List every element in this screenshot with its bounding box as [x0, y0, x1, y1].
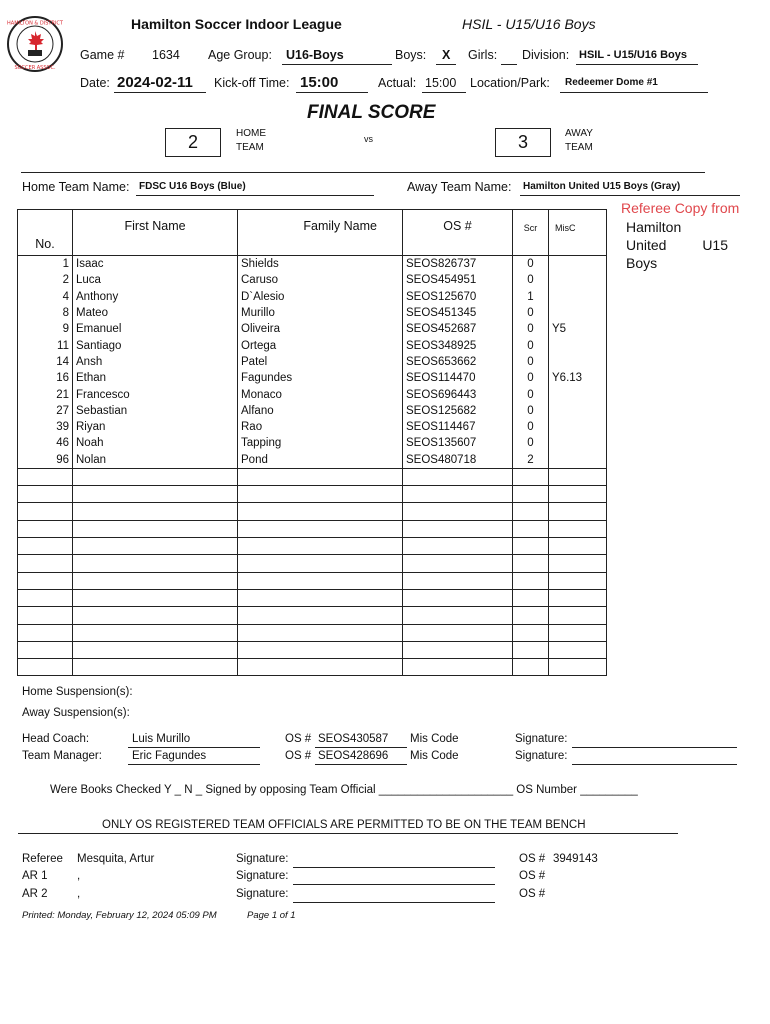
team-manager-os-label: OS # — [285, 750, 312, 762]
referee-role-label: AR 1 — [22, 870, 48, 882]
roster-cell-os-number: SEOS135607 — [403, 435, 513, 451]
actual-value: 15:00 — [425, 76, 457, 90]
col-score: Scr — [513, 210, 549, 256]
date-value: 2024-02-11 — [117, 74, 193, 91]
roster-cell-misconduct: Y6.13 — [549, 370, 607, 386]
table-row — [18, 321, 607, 337]
roster-empty-cell[interactable] — [238, 607, 403, 624]
kickoff-value: 15:00 — [300, 74, 339, 91]
team-manager-signature-label: Signature: — [515, 750, 568, 762]
empty-table-row — [18, 520, 607, 537]
referee-copy-line1: Hamilton — [626, 219, 682, 235]
roster-empty-cell[interactable] — [549, 503, 607, 520]
location-value: Redeemer Dome #1 — [565, 77, 658, 88]
empty-table-row — [18, 538, 607, 555]
referee-copy-title: Referee Copy from — [621, 200, 740, 216]
roster-empty-cell[interactable] — [73, 520, 238, 537]
roster-empty-cell[interactable] — [238, 538, 403, 555]
roster-cell-os-number: SEOS125682 — [403, 403, 513, 419]
col-misconduct: MisC — [549, 210, 607, 256]
roster-cell-no: 96 — [18, 452, 73, 469]
roster-empty-cell[interactable] — [403, 520, 513, 537]
roster-empty-cell[interactable] — [403, 624, 513, 641]
girls-underline — [501, 64, 517, 65]
team-manager-signature-line[interactable] — [572, 764, 737, 765]
roster-cell-misconduct — [549, 272, 607, 288]
roster-cell-family-name: Rao — [238, 419, 403, 435]
roster-empty-cell[interactable] — [403, 503, 513, 520]
actual-label: Actual: — [378, 76, 417, 90]
roster-empty-cell[interactable] — [238, 641, 403, 658]
team-manager-underline — [128, 764, 260, 765]
roster-empty-cell[interactable] — [549, 659, 607, 676]
roster-cell-os-number: SEOS480718 — [403, 452, 513, 469]
roster-empty-cell[interactable] — [403, 607, 513, 624]
roster-empty-cell[interactable] — [403, 572, 513, 589]
empty-table-row — [18, 486, 607, 503]
roster-empty-cell[interactable] — [513, 659, 549, 676]
roster-empty-cell[interactable] — [73, 503, 238, 520]
roster-cell-first-name: Luca — [73, 272, 238, 288]
referee-copy-line2a: United — [626, 237, 667, 253]
roster-empty-cell[interactable] — [18, 538, 73, 555]
roster-empty-cell[interactable] — [238, 503, 403, 520]
head-coach-underline — [128, 747, 260, 748]
roster-empty-cell[interactable] — [18, 641, 73, 658]
roster-cell-no: 2 — [18, 272, 73, 288]
roster-cell-os-number: SEOS125670 — [403, 289, 513, 305]
roster-empty-cell[interactable] — [513, 624, 549, 641]
roster-cell-no: 27 — [18, 403, 73, 419]
roster-cell-os-number: SEOS696443 — [403, 386, 513, 402]
roster-empty-cell[interactable] — [73, 589, 238, 606]
division-label: Division: — [522, 48, 570, 62]
roster-cell-misconduct — [549, 354, 607, 370]
team-manager-label: Team Manager: — [22, 750, 102, 762]
roster-cell-os-number: SEOS452687 — [403, 321, 513, 337]
roster-cell-family-name: Pond — [238, 452, 403, 469]
roster-empty-cell[interactable] — [238, 624, 403, 641]
roster-cell-first-name: Francesco — [73, 386, 238, 402]
head-coach-signature-label: Signature: — [515, 733, 568, 745]
referee-copy-line2b: U15 — [702, 237, 728, 253]
location-underline — [560, 92, 708, 93]
roster-cell-family-name: Tapping — [238, 435, 403, 451]
roster-cell-score: 0 — [513, 435, 549, 451]
roster-empty-cell[interactable] — [513, 468, 549, 485]
empty-table-row — [18, 659, 607, 676]
head-coach-signature-line[interactable] — [572, 747, 737, 748]
boys-label: Boys: — [395, 48, 427, 62]
referee-os-value: 3949143 — [553, 853, 598, 865]
roster-empty-cell[interactable] — [403, 555, 513, 572]
roster-empty-cell[interactable] — [18, 486, 73, 503]
roster-cell-os-number: SEOS348925 — [403, 337, 513, 353]
roster-cell-family-name: Shields — [238, 256, 403, 273]
roster-empty-cell[interactable] — [549, 520, 607, 537]
roster-empty-cell[interactable] — [549, 607, 607, 624]
roster-cell-no: 46 — [18, 435, 73, 451]
roster-empty-cell[interactable] — [549, 641, 607, 658]
referee-signature-label: Signature: — [236, 888, 289, 900]
roster-empty-cell[interactable] — [73, 555, 238, 572]
roster-empty-cell[interactable] — [238, 468, 403, 485]
roster-cell-family-name: D`Alesio — [238, 289, 403, 305]
roster-cell-os-number: SEOS826737 — [403, 256, 513, 273]
home-team-name-label: Home Team Name: — [22, 180, 130, 194]
roster-empty-cell[interactable] — [513, 503, 549, 520]
roster-empty-cell[interactable] — [403, 659, 513, 676]
kickoff-label: Kick-off Time: — [214, 76, 290, 90]
empty-table-row — [18, 503, 607, 520]
home-team-label-2: TEAM — [236, 142, 264, 153]
roster-cell-os-number: SEOS653662 — [403, 354, 513, 370]
division-value: HSIL - U15/U16 Boys — [579, 49, 688, 61]
roster-cell-os-number: SEOS451345 — [403, 305, 513, 321]
svg-text:SOCCER ASSOC.: SOCCER ASSOC. — [14, 65, 56, 71]
team-manager-mis-code-label: Mis Code — [410, 750, 459, 762]
roster-empty-cell[interactable] — [73, 624, 238, 641]
col-os-number: OS # — [403, 210, 513, 256]
roster-empty-cell[interactable] — [18, 589, 73, 606]
referee-signature-label: Signature: — [236, 870, 289, 882]
head-coach-os-value: SEOS430587 — [318, 733, 389, 745]
table-row — [18, 337, 607, 353]
roster-cell-first-name: Santiago — [73, 337, 238, 353]
empty-table-row — [18, 607, 607, 624]
roster-cell-score: 0 — [513, 419, 549, 435]
roster-cell-first-name: Isaac — [73, 256, 238, 273]
col-no: No. — [18, 210, 73, 256]
roster-cell-score: 0 — [513, 272, 549, 288]
referee-os-label: OS # — [519, 888, 546, 900]
roster-empty-cell[interactable] — [238, 486, 403, 503]
home-suspensions-label: Home Suspension(s): — [22, 686, 133, 698]
roster-cell-os-number: SEOS454951 — [403, 272, 513, 288]
roster-empty-cell[interactable] — [403, 641, 513, 658]
away-suspensions-label: Away Suspension(s): — [22, 707, 130, 719]
roster-cell-no: 11 — [18, 337, 73, 353]
table-row — [18, 386, 607, 402]
referee-role-label: AR 2 — [22, 888, 48, 900]
referee-copy-line2 — [626, 237, 728, 253]
roster-empty-cell[interactable] — [73, 659, 238, 676]
books-check-text: Were Books Checked Y _ N _ Signed by opposing Team Official _____________________ OS Number _________ — [50, 784, 638, 796]
roster-empty-cell[interactable] — [549, 555, 607, 572]
table-row — [18, 419, 607, 435]
roster-empty-cell[interactable] — [73, 486, 238, 503]
head-coach-label: Head Coach: — [22, 733, 90, 745]
date-underline — [114, 92, 206, 93]
boys-underline — [436, 64, 456, 65]
away-team-underline — [520, 195, 740, 196]
roster-cell-score: 0 — [513, 354, 549, 370]
team-manager-name: Eric Fagundes — [132, 750, 207, 762]
roster-cell-no: 9 — [18, 321, 73, 337]
roster-empty-cell[interactable] — [549, 468, 607, 485]
roster-cell-family-name: Caruso — [238, 272, 403, 288]
roster-empty-cell[interactable] — [513, 486, 549, 503]
roster-cell-misconduct — [549, 452, 607, 469]
referee-os-label: OS # — [519, 853, 546, 865]
roster-empty-cell[interactable] — [73, 641, 238, 658]
table-row — [18, 305, 607, 321]
roster-empty-cell[interactable] — [403, 468, 513, 485]
roster-cell-misconduct — [549, 419, 607, 435]
roster-empty-cell[interactable] — [513, 607, 549, 624]
age-group-underline — [282, 64, 392, 65]
roster-cell-family-name: Oliveira — [238, 321, 403, 337]
referee-name: , — [77, 870, 81, 882]
roster-cell-no: 1 — [18, 256, 73, 273]
roster-empty-cell[interactable] — [18, 572, 73, 589]
roster-cell-score: 2 — [513, 452, 549, 469]
referee-copy-line3: Boys — [626, 255, 658, 271]
roster-cell-family-name: Patel — [238, 354, 403, 370]
head-coach-os-underline — [315, 747, 407, 748]
empty-table-row — [18, 641, 607, 658]
roster-empty-cell[interactable] — [238, 659, 403, 676]
empty-table-row — [18, 468, 607, 485]
table-row — [18, 435, 607, 451]
roster-cell-no: 4 — [18, 289, 73, 305]
team-manager-os-underline — [315, 764, 407, 765]
roster-cell-first-name: Sebastian — [73, 403, 238, 419]
roster-cell-score: 1 — [513, 289, 549, 305]
roster-cell-misconduct — [549, 256, 607, 273]
home-team-name-value: FDSC U16 Boys (Blue) — [139, 181, 246, 192]
age-group-value: U16-Boys — [286, 48, 344, 62]
head-coach-mis-code-label: Mis Code — [410, 733, 459, 745]
roster-cell-first-name: Noah — [73, 435, 238, 451]
roster-cell-no: 16 — [18, 370, 73, 386]
roster-cell-family-name: Fagundes — [238, 370, 403, 386]
roster-empty-cell[interactable] — [549, 538, 607, 555]
roster-empty-cell[interactable] — [549, 486, 607, 503]
roster-cell-first-name: Ethan — [73, 370, 238, 386]
roster-cell-no: 21 — [18, 386, 73, 402]
roster-cell-first-name: Emanuel — [73, 321, 238, 337]
away-team-name-label: Away Team Name: — [407, 180, 512, 194]
roster-empty-cell[interactable] — [549, 572, 607, 589]
roster-empty-cell[interactable] — [513, 538, 549, 555]
roster-empty-cell[interactable] — [73, 468, 238, 485]
league-title: Hamilton Soccer Indoor League — [131, 16, 342, 32]
home-score-box: 2 — [165, 128, 221, 157]
roster-empty-cell[interactable] — [18, 555, 73, 572]
referee-role-label: Referee — [22, 853, 63, 865]
col-first-name: First Name — [73, 210, 238, 256]
printed-timestamp: Printed: Monday, February 12, 2024 05:09 PM — [22, 910, 217, 921]
roster-cell-score: 0 — [513, 305, 549, 321]
referee-signature-label: Signature: — [236, 853, 289, 865]
roster-empty-cell[interactable] — [18, 520, 73, 537]
roster-empty-cell[interactable] — [18, 659, 73, 676]
roster-empty-cell[interactable] — [238, 520, 403, 537]
away-team-label-1: AWAY — [565, 128, 593, 139]
table-row — [18, 354, 607, 370]
division-underline — [576, 64, 698, 65]
vs-label: vs — [364, 134, 373, 144]
roster-empty-cell[interactable] — [403, 538, 513, 555]
roster-empty-cell[interactable] — [18, 624, 73, 641]
roster-cell-first-name: Riyan — [73, 419, 238, 435]
roster-empty-cell[interactable] — [18, 503, 73, 520]
roster-cell-no: 14 — [18, 354, 73, 370]
game-number: 1634 — [152, 48, 180, 62]
roster-cell-family-name: Ortega — [238, 337, 403, 353]
final-score-title: FINAL SCORE — [307, 102, 436, 123]
roster-cell-misconduct — [549, 305, 607, 321]
roster-empty-cell[interactable] — [73, 607, 238, 624]
roster-cell-score: 0 — [513, 403, 549, 419]
roster-cell-no: 8 — [18, 305, 73, 321]
empty-table-row — [18, 555, 607, 572]
roster-header-row — [18, 210, 607, 256]
away-score-box: 3 — [495, 128, 551, 157]
roster-empty-cell[interactable] — [513, 589, 549, 606]
roster-cell-family-name: Murillo — [238, 305, 403, 321]
referee-os-label: OS # — [519, 870, 546, 882]
roster-cell-first-name: Anthony — [73, 289, 238, 305]
roster-cell-family-name: Monaco — [238, 386, 403, 402]
score-divider — [21, 172, 705, 173]
referee-signature-line[interactable] — [293, 867, 495, 868]
roster-cell-first-name: Nolan — [73, 452, 238, 469]
division-title: HSIL - U15/U16 Boys — [462, 16, 596, 32]
roster-empty-cell[interactable] — [238, 555, 403, 572]
roster-cell-no: 39 — [18, 419, 73, 435]
actual-underline — [422, 92, 466, 93]
roster-cell-score: 0 — [513, 370, 549, 386]
roster-cell-family-name: Alfano — [238, 403, 403, 419]
roster-cell-misconduct — [549, 386, 607, 402]
roster-empty-cell[interactable] — [549, 589, 607, 606]
svg-text:HAMILTON & DISTRICT: HAMILTON & DISTRICT — [7, 20, 63, 27]
roster-empty-cell[interactable] — [403, 486, 513, 503]
roster-cell-score: 0 — [513, 337, 549, 353]
date-label: Date: — [80, 76, 110, 90]
roster-cell-first-name: Ansh — [73, 354, 238, 370]
head-coach-name: Luis Murillo — [132, 733, 191, 745]
table-row — [18, 289, 607, 305]
age-group-label: Age Group: — [208, 48, 272, 62]
page-indicator: Page 1 of 1 — [247, 910, 296, 921]
referee-copy-note — [621, 200, 761, 271]
league-logo-seal — [6, 15, 64, 73]
roster-body — [18, 256, 607, 676]
referee-signature-line[interactable] — [293, 902, 495, 903]
roster-cell-os-number: SEOS114467 — [403, 419, 513, 435]
empty-table-row — [18, 624, 607, 641]
roster-cell-misconduct — [549, 289, 607, 305]
roster-cell-first-name: Mateo — [73, 305, 238, 321]
roster-cell-score: 0 — [513, 321, 549, 337]
location-label: Location/Park: — [470, 76, 550, 90]
empty-table-row — [18, 589, 607, 606]
team-manager-os-value: SEOS428696 — [318, 750, 389, 762]
home-team-underline — [136, 195, 374, 196]
game-label: Game # — [80, 48, 125, 62]
bench-note-rule — [18, 833, 678, 834]
table-row — [18, 403, 607, 419]
head-coach-os-label: OS # — [285, 733, 312, 745]
roster-cell-misconduct — [549, 337, 607, 353]
table-row — [18, 256, 607, 273]
roster-empty-cell[interactable] — [549, 624, 607, 641]
roster-empty-cell[interactable] — [513, 572, 549, 589]
roster-cell-score: 0 — [513, 256, 549, 273]
roster-empty-cell[interactable] — [238, 589, 403, 606]
bench-note: ONLY OS REGISTERED TEAM OFFICIALS ARE PERMITTED TO BE ON THE TEAM BENCH — [102, 819, 586, 831]
roster-cell-score: 0 — [513, 386, 549, 402]
roster-empty-cell[interactable] — [73, 538, 238, 555]
table-row — [18, 272, 607, 288]
away-team-label-2: TEAM — [565, 142, 593, 153]
home-team-label-1: HOME — [236, 128, 266, 139]
roster-cell-misconduct — [549, 403, 607, 419]
referee-signature-line[interactable] — [293, 884, 495, 885]
empty-table-row — [18, 572, 607, 589]
boys-value: X — [442, 48, 451, 62]
table-row — [18, 452, 607, 469]
table-row — [18, 370, 607, 386]
roster-cell-misconduct: Y5 — [549, 321, 607, 337]
roster-empty-cell[interactable] — [513, 555, 549, 572]
referee-name: Mesquita, Artur — [77, 853, 155, 865]
roster-empty-cell[interactable] — [73, 572, 238, 589]
roster-empty-cell[interactable] — [403, 589, 513, 606]
referee-name: , — [77, 888, 81, 900]
roster-empty-cell[interactable] — [513, 641, 549, 658]
roster-empty-cell[interactable] — [238, 572, 403, 589]
girls-label: Girls: — [468, 48, 498, 62]
roster-cell-os-number: SEOS114470 — [403, 370, 513, 386]
col-family-name: Family Name — [238, 210, 403, 256]
roster-empty-cell[interactable] — [513, 520, 549, 537]
roster-cell-misconduct — [549, 435, 607, 451]
roster-table — [17, 209, 607, 676]
kickoff-underline — [296, 92, 368, 93]
roster-empty-cell[interactable] — [18, 607, 73, 624]
roster-empty-cell[interactable] — [18, 468, 73, 485]
away-team-name-value: Hamilton United U15 Boys (Gray) — [523, 181, 681, 192]
